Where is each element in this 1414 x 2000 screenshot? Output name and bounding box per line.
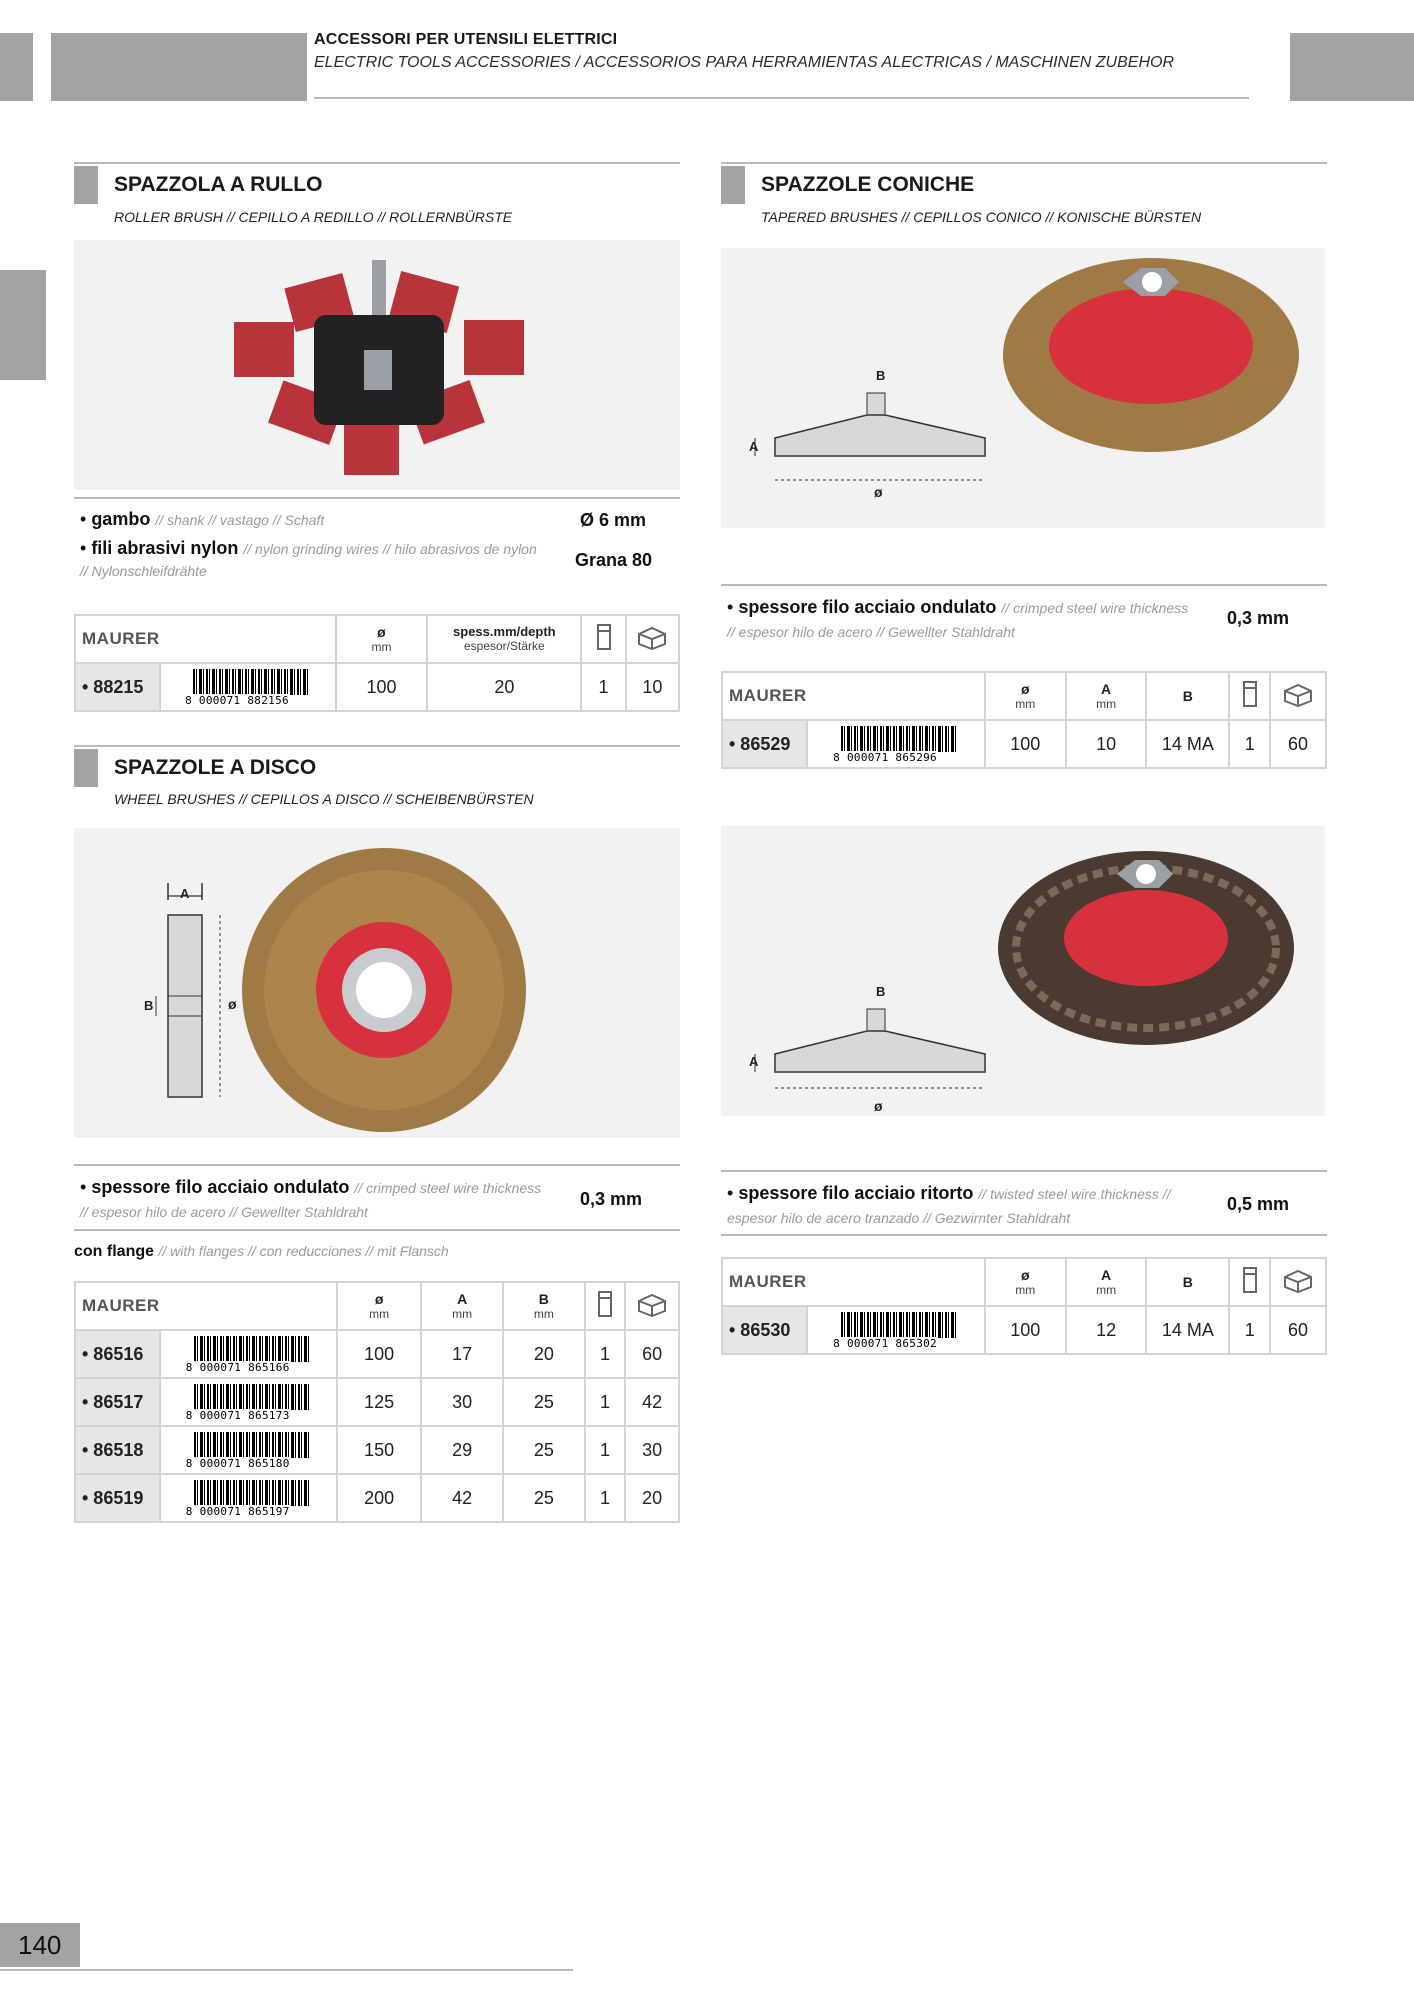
spec-twisted-thickness-value: 0,5 mm: [1227, 1194, 1290, 1214]
spec-rule-top: [74, 1164, 680, 1166]
cell-diameter: 100: [985, 720, 1066, 768]
spec-wire-thickness: • spessore filo acciaio ondulato // crimped steel wire thickness // espesor hilo de acero // Gewellter Stahldraht: [80, 1177, 542, 1220]
barcode: 8 000071 865173: [160, 1378, 337, 1426]
cell-a: 12: [1066, 1306, 1147, 1354]
cell-diameter: 100: [985, 1306, 1066, 1354]
product-code: • 86518: [75, 1426, 160, 1474]
disc-brush-photo: [74, 828, 680, 1138]
spec-rule-top: [721, 1170, 1327, 1172]
flange-note: [74, 1243, 449, 1261]
tapered-diagram-label-a: A: [749, 439, 759, 454]
product-table-twisted: [721, 1257, 1327, 1355]
brand-logo: MAURER: [75, 615, 160, 663]
pack-unit-icon: [585, 1282, 626, 1330]
spec-translation: // nylon grinding wires // hilo abrasivos de nylon: [243, 541, 537, 557]
table-row: [75, 1474, 679, 1522]
spec-translation: // crimped steel wire thickness: [1001, 600, 1189, 616]
col-header-diameter: ø mm: [985, 1258, 1066, 1306]
tapered-diagram-label-diameter: ø: [874, 484, 883, 500]
spec-translation: // espesor hilo de acero // Gewellter Stahldraht: [727, 624, 1015, 640]
right-edge-tab: [1290, 33, 1414, 101]
cell-pack: 1: [585, 1426, 626, 1474]
col-header-diameter: ø mm: [337, 1282, 421, 1330]
footer-rule: [0, 1969, 573, 1971]
product-code: • 88215: [75, 663, 160, 711]
cell-pack: 1: [1229, 1306, 1270, 1354]
spec-wire-thickness: • spessore filo acciaio ondulato // crimped steel wire thickness // espesor hilo de acero // Gewellter Stahldraht: [727, 597, 1189, 640]
cell-a: 30: [421, 1378, 503, 1426]
product-code: • 86530: [722, 1306, 807, 1354]
left-edge-tab: [0, 33, 33, 101]
spec-nylon: • fili abrasivi nylon // nylon grinding wires // hilo abrasivos de nylon // Nylonschleifdrähte: [80, 538, 537, 579]
spec-rule-bottom: [74, 1229, 680, 1231]
col-header-b: B: [1146, 672, 1229, 720]
cell-b: 14 MA: [1146, 720, 1229, 768]
table-row: [75, 1330, 679, 1378]
tapered-brush-photo: [721, 248, 1325, 528]
header-title: ACCESSORI PER UTENSILI ELETTRICI: [314, 31, 618, 48]
spec-translation: // crimped steel wire thickness: [354, 1180, 542, 1196]
spec-shank-value: Ø 6 mm: [580, 510, 647, 530]
barcode: 8 000071 865197: [160, 1474, 337, 1522]
product-table-disc: [74, 1281, 680, 1523]
barcode: 8 000071 865296: [807, 720, 985, 768]
spec-label: spessore filo acciaio ondulato: [738, 597, 997, 617]
spec-nylon-value: Grana 80: [575, 550, 653, 570]
cell-diameter: 100: [337, 1330, 421, 1378]
section-title-tapered: SPAZZOLE CONICHE: [761, 173, 975, 196]
spec-twisted-thickness: • spessore filo acciaio ritorto // twisted steel wire thickness // espesor hilo de acero tranzado // Gezwirnter Stahldraht: [727, 1183, 1171, 1226]
product-code: • 86519: [75, 1474, 160, 1522]
header-subtitle: ELECTRIC TOOLS ACCESSORIES / ACCESSORIOS PARA HERRAMIENTAS ALECTRICAS / MASCHINEN ZUBEHOR: [314, 54, 1175, 71]
cell-box: 60: [1270, 720, 1326, 768]
pack-unit-icon: [581, 615, 625, 663]
side-section-tab: [0, 270, 46, 380]
section-title-roller: SPAZZOLA A RULLO: [114, 173, 323, 196]
twisted-diagram-label-a: A: [749, 1054, 759, 1069]
spec-label: gambo: [91, 509, 151, 529]
cell-pack: 1: [1229, 720, 1270, 768]
cell-b: 14 MA: [1146, 1306, 1229, 1354]
col-header-b: B: [1146, 1258, 1229, 1306]
section-marker: [721, 166, 745, 204]
section-rule: [721, 162, 1327, 164]
section-rule: [74, 162, 680, 164]
brand-logo: MAURER: [722, 1258, 807, 1306]
cell-a: 10: [1066, 720, 1147, 768]
spec-wire-thickness-value: 0,3 mm: [1227, 608, 1290, 628]
tapered-diagram-label-b: B: [876, 368, 886, 383]
spec-shank: • gambo // shank // vastago // Schaft: [80, 509, 325, 529]
product-table-tapered: [721, 671, 1327, 769]
section-marker: [74, 749, 98, 787]
table-row: [75, 1378, 679, 1426]
pack-unit-icon: [1229, 1258, 1270, 1306]
cell-pack: 1: [585, 1474, 626, 1522]
pack-unit-icon: [1229, 672, 1270, 720]
section-subtitle-tapered: TAPERED BRUSHES // CEPILLOS CONICO // KONISCHE BÜRSTEN: [761, 209, 1202, 225]
cell-diameter: 150: [337, 1426, 421, 1474]
spec-translation: // twisted steel wire thickness //: [978, 1186, 1171, 1202]
spec-wire-thickness-value: 0,3 mm: [580, 1189, 643, 1209]
brand-logo: MAURER: [722, 672, 807, 720]
product-code: • 86529: [722, 720, 807, 768]
col-header-diameter: ø mm: [336, 615, 428, 663]
product-code: • 86517: [75, 1378, 160, 1426]
disc-diagram-label-b: B: [144, 998, 154, 1013]
cell-a: 17: [421, 1330, 503, 1378]
section-subtitle-disc: WHEEL BRUSHES // CEPILLOS A DISCO // SCHEIBENBÜRSTEN: [114, 791, 534, 807]
barcode: 8 000071 882156: [160, 663, 336, 711]
cell-pack: 1: [585, 1378, 626, 1426]
roller-brush-image: [74, 240, 680, 490]
spec-label: spessore filo acciaio ondulato: [91, 1177, 350, 1197]
header-grey-block: [51, 33, 307, 101]
cell-diameter: 100: [336, 663, 428, 711]
cell-b: 25: [503, 1474, 585, 1522]
flange-label: con flange: [74, 1243, 155, 1260]
col-header-a: A mm: [1066, 1258, 1147, 1306]
box-icon: [626, 615, 679, 663]
cell-a: 29: [421, 1426, 503, 1474]
table-row: [722, 1306, 1326, 1354]
table-row: [75, 663, 679, 711]
cell-box: 42: [625, 1378, 679, 1426]
col-header-thickness: spess.mm/depth espesor/Stärke: [427, 615, 581, 663]
product-code: • 86516: [75, 1330, 160, 1378]
cell-b: 20: [503, 1330, 585, 1378]
cell-diameter: 200: [337, 1474, 421, 1522]
spec-translation: // Nylonschleifdrähte: [80, 563, 207, 579]
spec-label: fili abrasivi nylon: [91, 538, 239, 558]
spec-translation: espesor hilo de acero tranzado // Gezwirnter Stahldraht: [727, 1210, 1071, 1226]
page-number: 140: [18, 1930, 62, 1960]
table-row: [75, 1426, 679, 1474]
disc-brush-diagram: [74, 828, 680, 1138]
barcode: 8 000071 865302: [807, 1306, 985, 1354]
cell-box: 10: [626, 663, 679, 711]
spec-translation: // shank // vastago // Schaft: [155, 512, 325, 528]
product-table-roller: [74, 614, 680, 712]
disc-diagram-label-a: A: [180, 886, 190, 901]
barcode: 8 000071 865166: [160, 1330, 337, 1378]
disc-diagram-label-diameter: ø: [228, 996, 237, 1012]
cell-box: 30: [625, 1426, 679, 1474]
flange-translation: // with flanges // con reducciones // mit Flansch: [158, 1243, 449, 1259]
cell-pack: 1: [585, 1330, 626, 1378]
spec-rule-top: [74, 497, 680, 499]
box-icon: [1270, 1258, 1326, 1306]
spec-label: spessore filo acciaio ritorto: [738, 1183, 974, 1203]
col-header-b: B mm: [503, 1282, 585, 1330]
table-row: [722, 720, 1326, 768]
twisted-diagram-label-diameter: ø: [874, 1098, 883, 1114]
cell-box: 20: [625, 1474, 679, 1522]
tapered-brush-twisted-image: [721, 826, 1325, 1116]
cell-box: 60: [1270, 1306, 1326, 1354]
box-icon: [625, 1282, 679, 1330]
cell-b: 25: [503, 1378, 585, 1426]
section-marker: [74, 166, 98, 204]
cell-diameter: 125: [337, 1378, 421, 1426]
tapered-brush-crimped-image: [721, 248, 1325, 528]
spec-rule-top: [721, 584, 1327, 586]
twisted-diagram-label-b: B: [876, 984, 886, 999]
section-title-disc: SPAZZOLE A DISCO: [114, 756, 317, 779]
box-icon: [1270, 672, 1326, 720]
roller-brush-photo: [74, 240, 680, 490]
col-header-diameter: ø mm: [985, 672, 1066, 720]
cell-b: 25: [503, 1426, 585, 1474]
col-header-a: A mm: [1066, 672, 1147, 720]
cell-box: 60: [625, 1330, 679, 1378]
spec-rule-bottom: [721, 1234, 1327, 1236]
barcode: 8 000071 865180: [160, 1426, 337, 1474]
section-rule: [74, 745, 680, 747]
spec-translation: // espesor hilo de acero // Gewellter Stahldraht: [80, 1204, 368, 1220]
cell-pack: 1: [581, 663, 625, 711]
twisted-brush-photo: [721, 826, 1325, 1116]
section-subtitle-roller: ROLLER BRUSH // CEPILLO A REDILLO // ROLLERNBÜRSTE: [114, 209, 513, 225]
cell-thickness: 20: [427, 663, 581, 711]
header-rule: [314, 97, 1249, 99]
cell-a: 42: [421, 1474, 503, 1522]
col-header-a: A mm: [421, 1282, 503, 1330]
brand-logo: MAURER: [75, 1282, 160, 1330]
